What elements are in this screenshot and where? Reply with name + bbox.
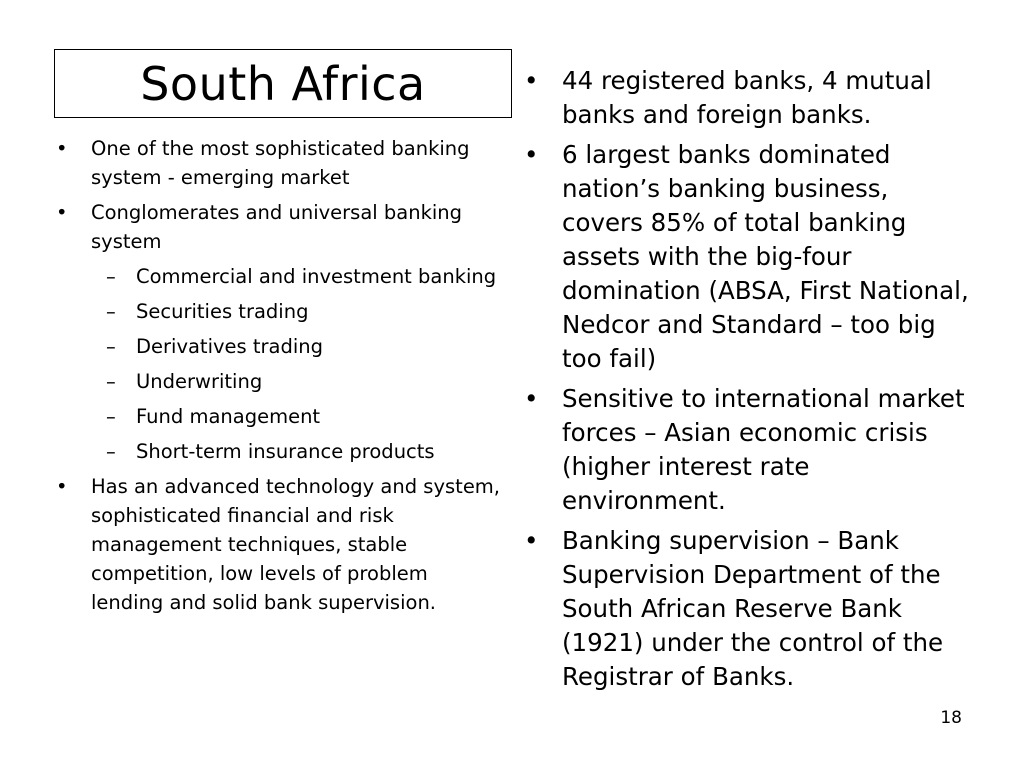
- left-sub-item: [91, 297, 506, 326]
- right-bullet-list: [524, 64, 976, 700]
- bullet-marker: •: [524, 384, 539, 413]
- dash-marker: –: [106, 300, 116, 323]
- left-bullet-list: [56, 134, 506, 623]
- right-bullet-text: Sensitive to international market forces – Asian economic crisis (higher interest rate environment.: [562, 384, 965, 515]
- slide-title: South Africa: [140, 56, 426, 111]
- bullet-marker: •: [56, 201, 68, 224]
- dash-marker: –: [106, 335, 116, 358]
- left-sub-text: Underwriting: [136, 370, 263, 393]
- right-bullet-item: [524, 64, 976, 132]
- dash-marker: –: [106, 265, 116, 288]
- bullet-marker: •: [524, 140, 539, 169]
- left-sub-item: [91, 332, 506, 361]
- left-bullet-text: Has an advanced technology and system, sophisticated financial and risk management techniques, stable competition, low levels of problem lending and solid bank supervision.: [91, 475, 501, 614]
- left-sub-text: Commercial and investment banking: [136, 265, 497, 288]
- dash-marker: –: [106, 370, 116, 393]
- left-bullet-item: [56, 198, 506, 466]
- left-sub-item: [91, 402, 506, 431]
- left-bullet-item: [56, 472, 506, 617]
- right-bullet-text: 6 largest banks dominated nation’s banking business, covers 85% of total banking assets with the big-four domination (ABSA, First National, Nedcor and Standard – too big too fail): [562, 140, 969, 373]
- dash-marker: –: [106, 440, 116, 463]
- left-bullet-text: Conglomerates and universal banking system: [91, 201, 463, 253]
- bullet-marker: •: [56, 475, 68, 498]
- left-sub-text: Short-term insurance products: [136, 440, 435, 463]
- page-number: 18: [940, 708, 962, 728]
- right-bullet-item: [524, 524, 976, 694]
- bullet-marker: •: [56, 137, 68, 160]
- right-bullet-text: Banking supervision – Bank Supervision Department of the South African Reserve Bank (1921) under the control of the Registrar of Banks.: [562, 526, 944, 691]
- bullet-marker: •: [524, 526, 539, 555]
- left-sub-item: [91, 262, 506, 291]
- left-sub-text: Derivatives trading: [136, 335, 324, 358]
- left-sub-list: [91, 262, 506, 466]
- right-bullet-item: [524, 382, 976, 518]
- dash-marker: –: [106, 405, 116, 428]
- left-sub-text: Securities trading: [136, 300, 309, 323]
- slide-title-box: [54, 49, 512, 118]
- bullet-marker: •: [524, 66, 539, 95]
- left-bullet-item: [56, 134, 506, 192]
- left-sub-item: [91, 367, 506, 396]
- left-bullet-text: One of the most sophisticated banking system - emerging market: [91, 137, 470, 189]
- right-bullet-text: 44 registered banks, 4 mutual banks and foreign banks.: [562, 66, 932, 129]
- left-sub-text: Fund management: [136, 405, 321, 428]
- left-sub-item: [91, 437, 506, 466]
- right-bullet-item: [524, 138, 976, 376]
